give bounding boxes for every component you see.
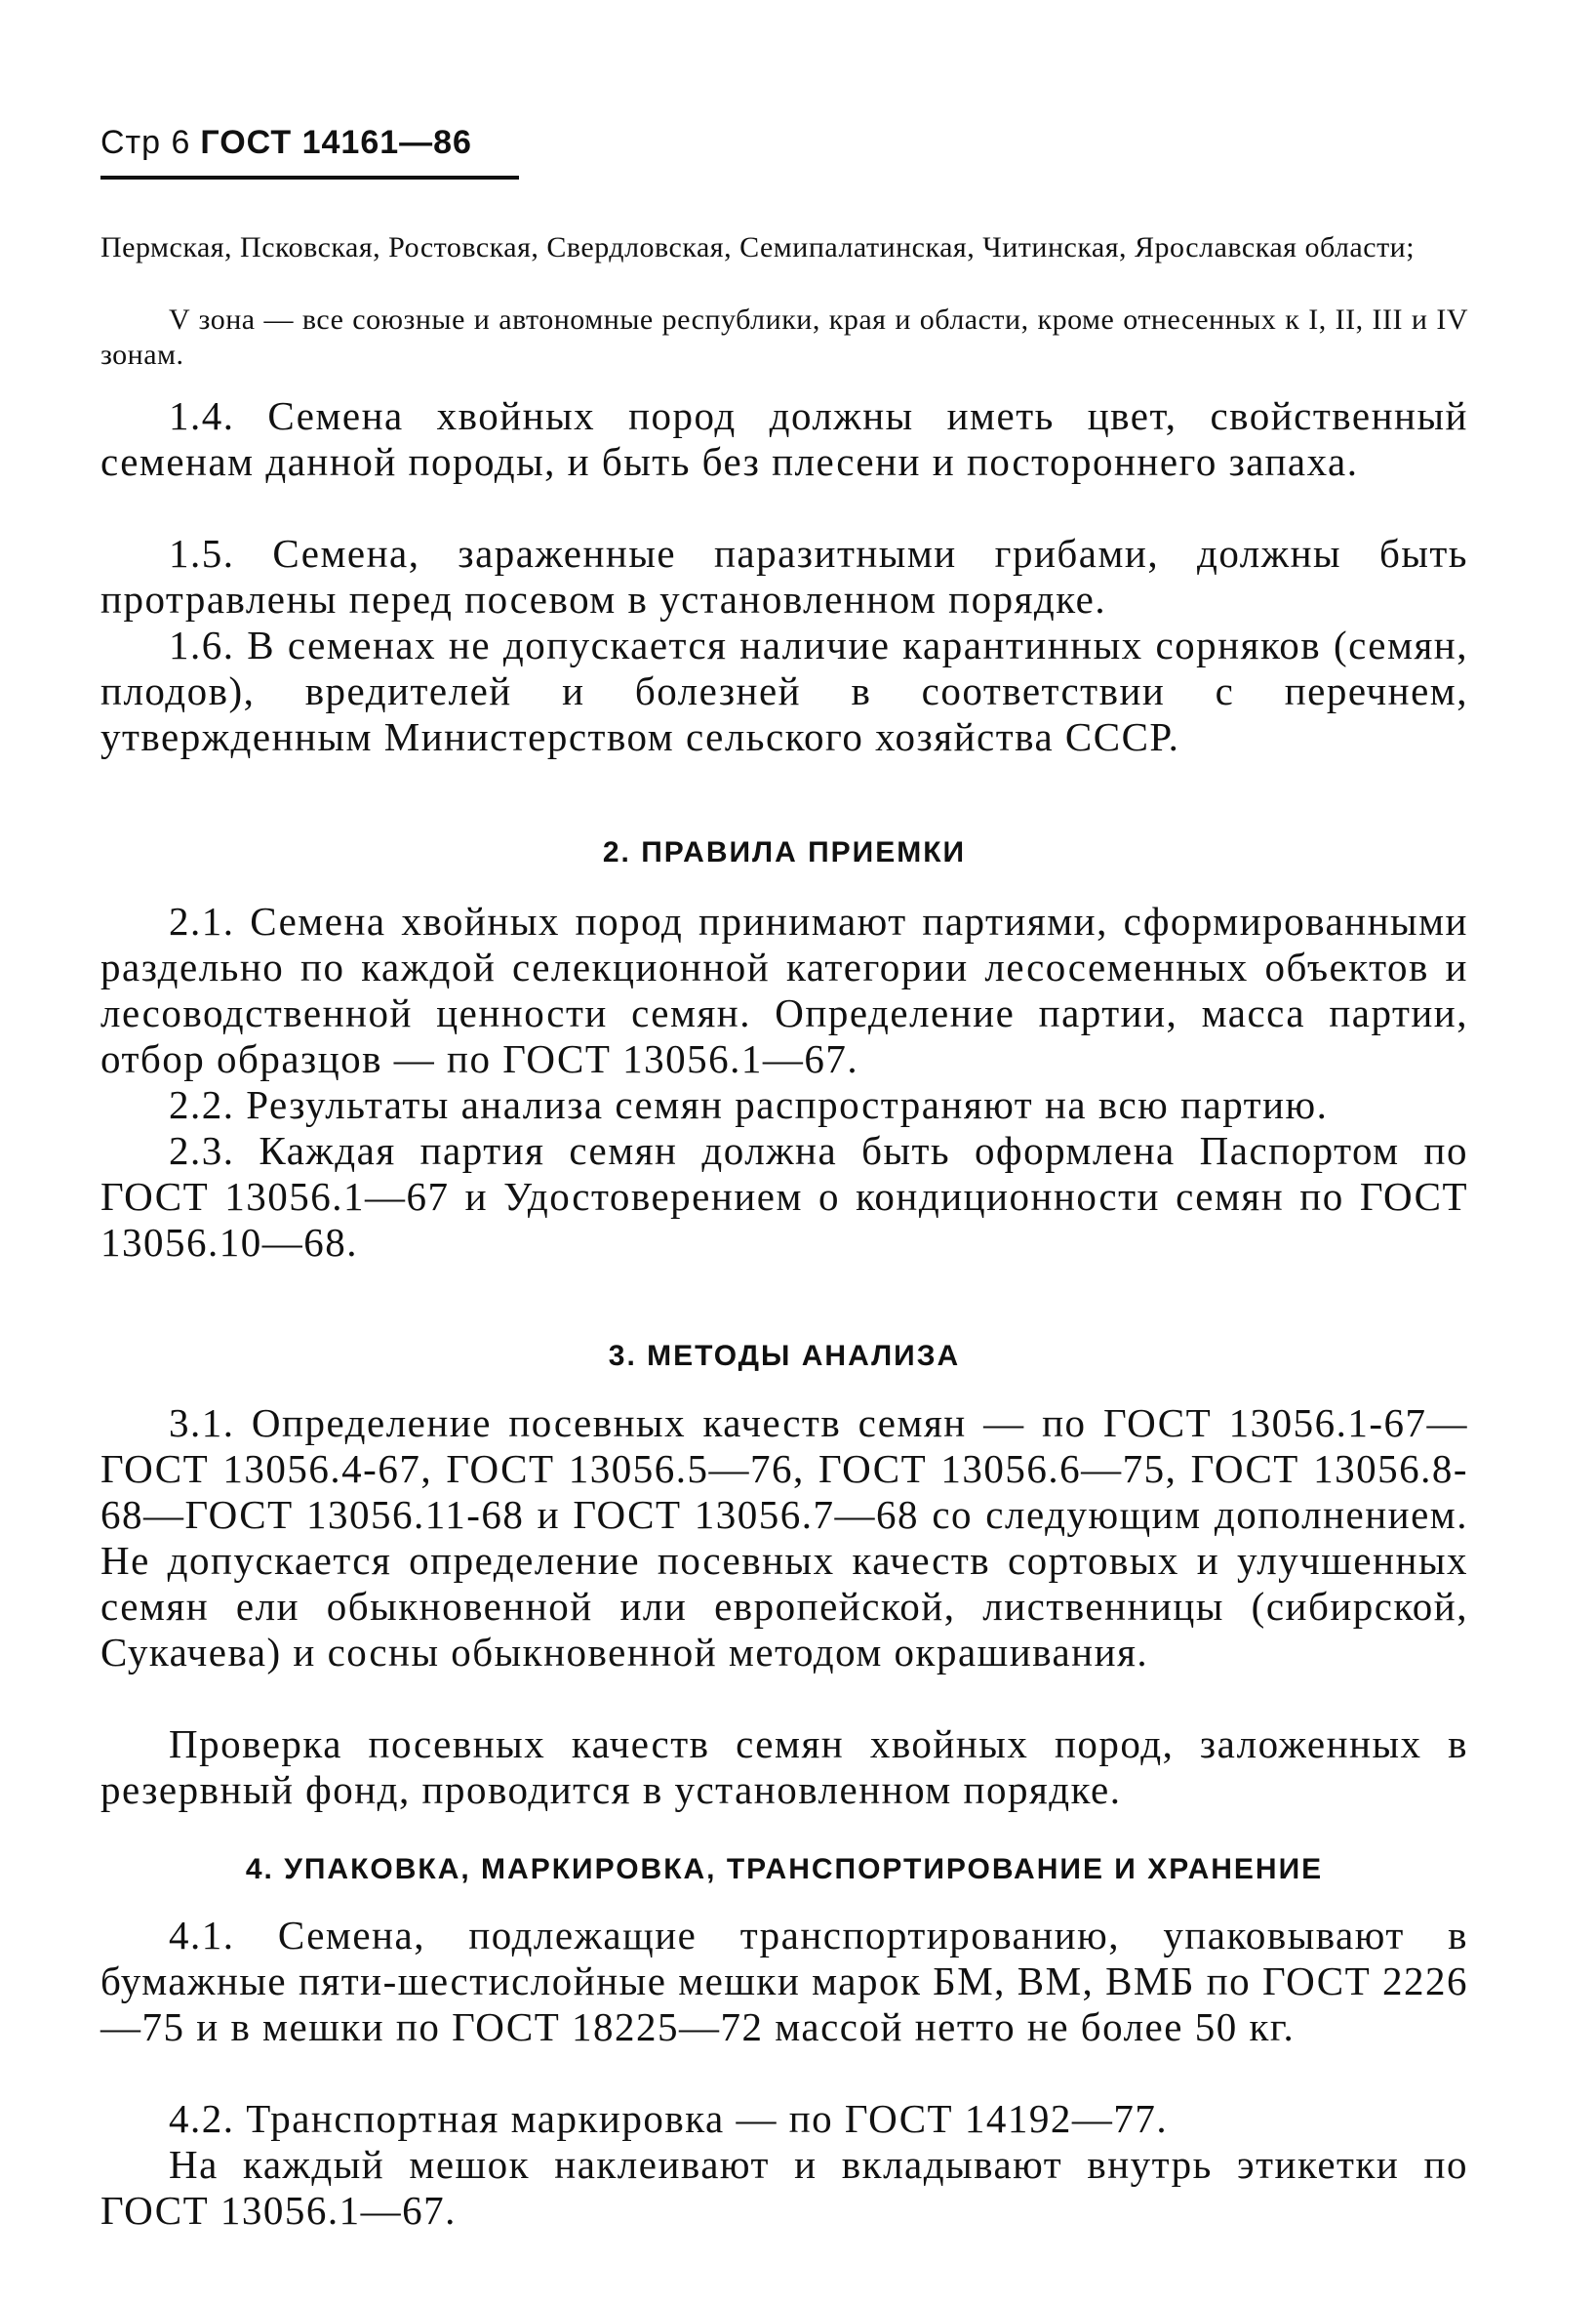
labels-paragraph: На каждый мешок наклеивают и вкладывают внутрь этикетки по ГОСТ 13056.1—67. <box>100 2142 1468 2233</box>
running-header <box>100 123 472 162</box>
regions-continued-paragraph: Пермская, Псковская, Ростовская, Свердловская, Семипалатинская, Читинская, Ярославская области; <box>100 231 1416 263</box>
section-2-title: 2. ПРАВИЛА ПРИЕМКИ <box>602 836 967 868</box>
clause-4-2: 4.2. Транспортная маркировка — по ГОСТ 14192—77. <box>169 2096 1169 2141</box>
clause-2-1: 2.1. Семена хвойных пород принимают партиями, сформированными раздельно по каждой селекционной категории лесосеменных объектов и лесоводственной ценности семян. Определение партии, масса партии, отбор образцов — по ГОСТ 13056.1—67. <box>100 899 1468 1081</box>
clause-1-5: 1.5. Семена, зараженные паразитными грибами, должны быть протравлены перед посевом в установленном порядке. <box>100 531 1468 622</box>
clause-1-6: 1.6. В семенах не допускается наличие карантинных сорняков (семян, плодов), вредителей и болезней в соответствии с перечнем, утвержденным Министерством сельского хозяйства СССР. <box>100 623 1468 759</box>
page-label: Стр 6 <box>100 124 191 161</box>
clause-1-4: 1.4. Семена хвойных пород должны иметь цвет, свойственный семенам данной породы, и быть без плесени и постороннего запаха. <box>100 393 1468 484</box>
clause-3-1: 3.1. Определение посевных качеств семян — по ГОСТ 13056.1-67—ГОСТ 13056.4-67, ГОСТ 13056.5—76, ГОСТ 13056.6—75, ГОСТ 13056.8-68—ГОСТ 13056.11-68 и ГОСТ 13056.7—68 со следующим дополнением. Не допускается определение посевных качеств сортовых и улучшенных семян ели обыкновенной или европейской, лиственницы (сибирской, Сукачева) и сосны обыкновенной методом окрашивания. <box>100 1400 1468 1675</box>
zone-v-paragraph: V зона — все союзные и автономные республики, края и области, кроме отнесенных к I, II, III и IV зонам. <box>100 303 1468 371</box>
document-code: ГОСТ 14161—86 <box>200 124 472 161</box>
clause-2-2: 2.2. Результаты анализа семян распространяют на всю партию. <box>169 1082 1329 1127</box>
header-rule <box>100 176 519 180</box>
section-3-title: 3. МЕТОДЫ АНАЛИЗА <box>608 1340 961 1372</box>
section-4-title: 4. УПАКОВКА, МАРКИРОВКА, ТРАНСПОРТИРОВАНИЕ И ХРАНЕНИЕ <box>245 1853 1324 1885</box>
reserve-fund-paragraph: Проверка посевных качеств семян хвойных пород, заложенных в резервный фонд, проводится в установленном порядке. <box>100 1721 1468 1812</box>
clause-4-1: 4.1. Семена, подлежащие транспортированию, упаковывают в бумажные пяти-шестислойные мешки марок БМ, ВМ, ВМБ по ГОСТ 2226—75 и в мешки по ГОСТ 18225—72 массой нетто не более 50 кг. <box>100 1913 1468 2049</box>
clause-2-3: 2.3. Каждая партия семян должна быть оформлена Паспортом по ГОСТ 13056.1—67 и Удостоверением о кондиционности семян по ГОСТ 13056.10—68. <box>100 1128 1468 1265</box>
